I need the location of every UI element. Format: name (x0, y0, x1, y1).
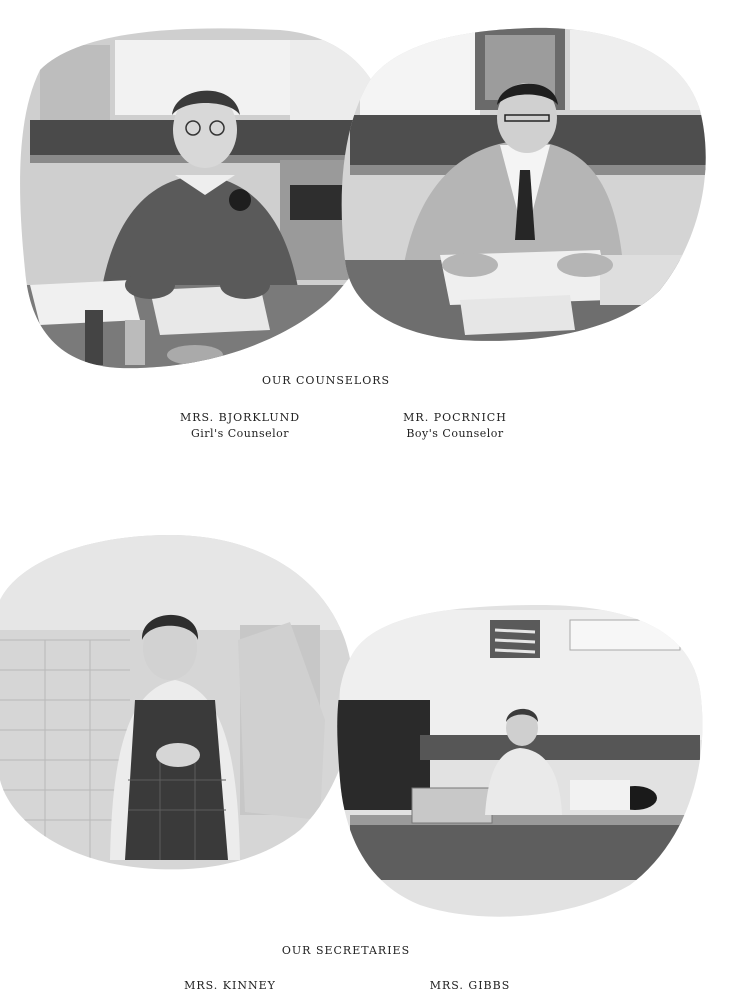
counselor-role: Girl's Counselor (190, 427, 289, 440)
counselors-heading: OUR COUNSELORS (261, 374, 391, 387)
secretary-gibbs-caption (380, 978, 560, 994)
counselor-name: MRS. BJORKLUND (179, 411, 301, 424)
secretary-photo-kinney (0, 520, 360, 890)
secretary-kinney-caption (140, 978, 320, 994)
secretary-name: MRS. GIBBS (429, 979, 511, 992)
secretary-name: MRS. KINNEY (184, 979, 276, 992)
counselor-role: Boy's Counselor (406, 427, 504, 440)
secretaries-heading: OUR SECRETARIES (281, 944, 411, 957)
secretary-photo-gibbs (330, 600, 720, 930)
counselor-name: MR. POCRNICH (403, 411, 507, 424)
